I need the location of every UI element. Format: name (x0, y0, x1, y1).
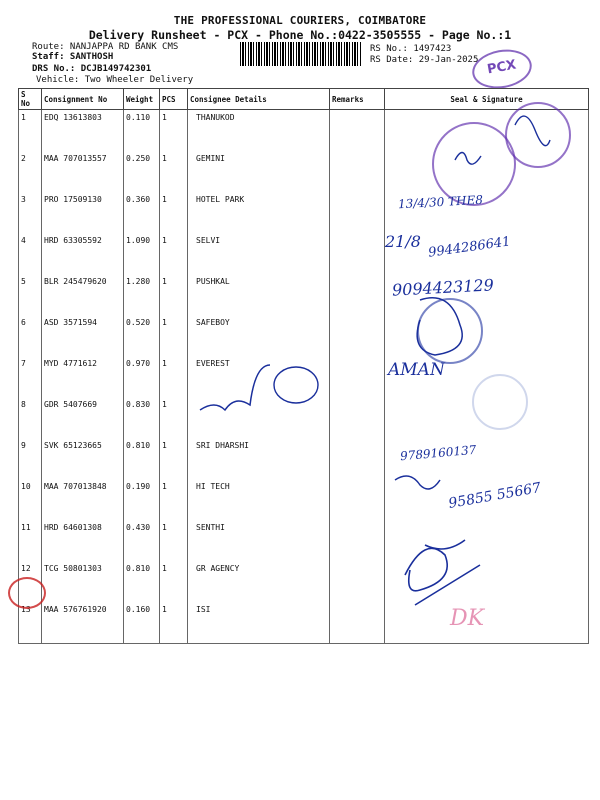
pcx-stamp (469, 45, 535, 93)
barcode (240, 42, 362, 66)
consignee-cell: GEMINI (188, 151, 330, 192)
weight-cell: 0.810 (124, 561, 160, 602)
consignee-cell (188, 397, 330, 438)
staff-text: Staff: SANTHOSH (32, 52, 114, 62)
pcs-cell: 1 (160, 397, 188, 438)
handwritten-phone: 9789160137 (399, 442, 477, 464)
seal-stamp (417, 298, 483, 364)
pcs-cell: 1 (160, 356, 188, 397)
remarks-cell (330, 561, 385, 602)
consignee-cell: HI TECH (188, 479, 330, 520)
serial-number-cell: 8 (19, 397, 42, 438)
pcs-cell: 1 (160, 520, 188, 561)
weight-cell: 1.280 (124, 274, 160, 315)
consignment-number-cell: MAA 576761920 (42, 602, 124, 644)
serial-number-cell: 4 (19, 233, 42, 274)
remarks-cell (330, 520, 385, 561)
pcs-cell: 1 (160, 151, 188, 192)
consignee-cell: SAFEBOY (188, 315, 330, 356)
pcs-cell: 1 (160, 315, 188, 356)
table-row (19, 520, 589, 561)
remarks-cell (330, 233, 385, 274)
consignee-cell: ISI (188, 602, 330, 644)
serial-number-cell: 1 (19, 110, 42, 152)
remarks-cell (330, 479, 385, 520)
consignee-cell: HOTEL PARK (188, 192, 330, 233)
serial-number-cell: 13 (19, 602, 42, 644)
serial-number-cell: 11 (19, 520, 42, 561)
handwritten-initials: DK (450, 606, 485, 631)
handwritten-phone: 95855 55667 (447, 480, 543, 512)
handwritten-note: 21/8 (385, 232, 421, 251)
weight-cell: 0.360 (124, 192, 160, 233)
seal-stamp (472, 374, 528, 430)
table-row (19, 602, 589, 644)
weight-cell: 0.160 (124, 602, 160, 644)
table-row (19, 192, 589, 233)
signature-cell (385, 520, 589, 561)
table-header-row (19, 89, 589, 110)
pcx-stamp-text: PCX (486, 57, 518, 78)
consignment-number-cell: MYD 4771612 (42, 356, 124, 397)
handwritten-note: 13/4/30 THE8 (397, 192, 484, 212)
signature-cell (385, 315, 589, 356)
signature-cell (385, 561, 589, 602)
weight-cell: 0.110 (124, 110, 160, 152)
serial-number-cell: 7 (19, 356, 42, 397)
table-row (19, 438, 589, 479)
remarks-cell (330, 356, 385, 397)
red-circle-mark (8, 577, 46, 609)
column-header: Consignment No (42, 89, 124, 110)
pcs-cell: 1 (160, 438, 188, 479)
consignment-number-cell: GDR 5407669 (42, 397, 124, 438)
consignment-number-cell: MAA 707013557 (42, 151, 124, 192)
consignment-number-cell: MAA 707013848 (42, 479, 124, 520)
pcs-cell: 1 (160, 110, 188, 152)
rs-date: RS Date: 29-Jan-2025 (370, 55, 479, 65)
consignment-number-cell: HRD 64601308 (42, 520, 124, 561)
handwritten-phone: 9944286641 (427, 234, 512, 261)
pcs-cell: 1 (160, 602, 188, 644)
company-title: THE PROFESSIONAL COURIERS, COIMBATORE (173, 14, 427, 27)
weight-cell: 0.430 (124, 520, 160, 561)
remarks-cell (330, 110, 385, 152)
consignment-number-cell: BLR 245479620 (42, 274, 124, 315)
pcs-cell: 1 (160, 479, 188, 520)
serial-number-cell: 9 (19, 438, 42, 479)
remarks-cell (330, 602, 385, 644)
column-header: Seal & Signature (385, 89, 589, 110)
consignee-cell: SRI DHARSHI (188, 438, 330, 479)
drs-number: DRS No.: DCJB149742301 (32, 64, 152, 74)
handwritten-phone: 9094423129 (391, 275, 495, 300)
seal-stamp (505, 102, 571, 168)
pcs-cell: 1 (160, 274, 188, 315)
weight-cell: 0.970 (124, 356, 160, 397)
serial-number-cell: 6 (19, 315, 42, 356)
serial-number-cell: 2 (19, 151, 42, 192)
column-header: PCS (160, 89, 188, 110)
consignee-cell: SELVI (188, 233, 330, 274)
pcs-cell: 1 (160, 561, 188, 602)
consignee-cell: GR AGENCY (188, 561, 330, 602)
table-row (19, 274, 589, 315)
weight-cell: 0.520 (124, 315, 160, 356)
remarks-cell (330, 315, 385, 356)
vehicle-text: Vehicle: Two Wheeler Delivery (36, 75, 194, 85)
remarks-cell (330, 192, 385, 233)
column-header: Weight (124, 89, 160, 110)
weight-cell: 0.830 (124, 397, 160, 438)
remarks-cell (330, 397, 385, 438)
table-row (19, 561, 589, 602)
consignee-cell: SENTHI (188, 520, 330, 561)
table-row (19, 315, 589, 356)
rs-number: RS No.: 1497423 (370, 44, 452, 54)
remarks-cell (330, 274, 385, 315)
route-text: Route: NANJAPPA RD BANK CMS (32, 42, 179, 52)
consignment-number-cell: PRO 17509130 (42, 192, 124, 233)
remarks-cell (330, 151, 385, 192)
serial-number-cell: 12 (19, 561, 42, 602)
weight-cell: 0.810 (124, 438, 160, 479)
consignment-number-cell: EDQ 13613803 (42, 110, 124, 152)
weight-cell: 0.250 (124, 151, 160, 192)
column-header: Consignee Details (188, 89, 330, 110)
serial-number-cell: 10 (19, 479, 42, 520)
consignment-number-cell: TCG 50801303 (42, 561, 124, 602)
consignee-cell: PUSHKAL (188, 274, 330, 315)
signature-cell (385, 602, 589, 644)
pcs-cell: 1 (160, 192, 188, 233)
consignment-number-cell: HRD 63305592 (42, 233, 124, 274)
column-header: S No (19, 89, 42, 110)
consignee-cell: THANUKOD (188, 110, 330, 152)
weight-cell: 1.090 (124, 233, 160, 274)
runsheet-subtitle: Delivery Runsheet - PCX - Phone No.:0422-3505555 - Page No.:1 (88, 28, 512, 42)
consignment-number-cell: SVK 65123665 (42, 438, 124, 479)
pcs-cell: 1 (160, 233, 188, 274)
consignment-number-cell: ASD 3571594 (42, 315, 124, 356)
serial-number-cell: 3 (19, 192, 42, 233)
weight-cell: 0.190 (124, 479, 160, 520)
remarks-cell (330, 438, 385, 479)
serial-number-cell: 5 (19, 274, 42, 315)
consignee-cell: EVEREST (188, 356, 330, 397)
handwritten-name: AMAN (388, 360, 445, 380)
column-header: Remarks (330, 89, 385, 110)
